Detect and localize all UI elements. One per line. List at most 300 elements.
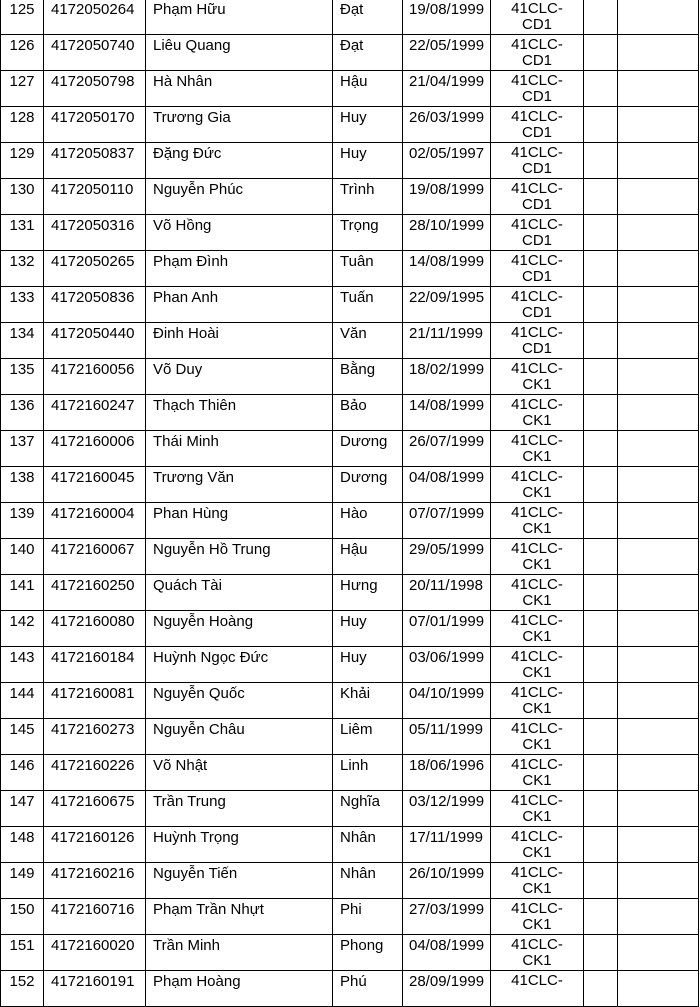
empty-cell-2 <box>618 179 699 215</box>
student-id-cell: 4172050316 <box>44 215 146 251</box>
class-code-line-2: CK1 <box>522 952 552 969</box>
row-number-cell: 150 <box>1 899 44 935</box>
empty-cell-1 <box>584 71 618 107</box>
empty-cell-2 <box>618 971 699 1007</box>
class-cell <box>491 719 584 755</box>
class-code-line-1: 41CLC- <box>511 360 563 377</box>
student-id-cell: 4172160247 <box>44 395 146 431</box>
empty-cell-1 <box>584 827 618 863</box>
given-name-cell: Nhân <box>333 863 403 899</box>
given-name-cell: Nhân <box>333 827 403 863</box>
class-code-line-1: 41CLC- <box>511 216 563 233</box>
given-name-cell: Linh <box>333 755 403 791</box>
given-name-cell: Trọng <box>333 215 403 251</box>
birth-date-cell: 04/08/1999 <box>403 467 491 503</box>
class-cell <box>491 107 584 143</box>
class-code-line-1: 41CLC- <box>511 828 563 845</box>
student-id-cell: 4172160716 <box>44 899 146 935</box>
class-code-line-1: 41CLC- <box>511 0 563 17</box>
given-name-cell: Dương <box>333 467 403 503</box>
class-cell <box>491 971 584 1007</box>
empty-cell-2 <box>618 683 699 719</box>
class-cell <box>491 395 584 431</box>
empty-cell-2 <box>618 323 699 359</box>
table-row <box>1 611 699 647</box>
surname-cell: Đinh Hoài <box>146 323 333 359</box>
table-row <box>1 143 699 179</box>
row-number-cell: 126 <box>1 35 44 71</box>
given-name-cell: Tuân <box>333 251 403 287</box>
class-code-line-1: 41CLC- <box>511 108 563 125</box>
empty-cell-1 <box>584 215 618 251</box>
birth-date-cell: 26/07/1999 <box>403 431 491 467</box>
empty-cell-1 <box>584 251 618 287</box>
given-name-cell: Đạt <box>333 35 403 71</box>
class-cell <box>491 323 584 359</box>
empty-cell-1 <box>584 575 618 611</box>
class-cell <box>491 251 584 287</box>
student-id-cell: 4172050798 <box>44 71 146 107</box>
table-row <box>1 827 699 863</box>
empty-cell-2 <box>618 431 699 467</box>
row-number-cell: 149 <box>1 863 44 899</box>
empty-cell-2 <box>618 611 699 647</box>
student-id-cell: 4172050170 <box>44 107 146 143</box>
empty-cell-1 <box>584 683 618 719</box>
birth-date-cell: 22/05/1999 <box>403 35 491 71</box>
student-id-cell: 4172160020 <box>44 935 146 971</box>
student-id-cell: 4172050264 <box>44 0 146 35</box>
empty-cell-1 <box>584 647 618 683</box>
birth-date-cell: 17/11/1999 <box>403 827 491 863</box>
birth-date-cell: 14/08/1999 <box>403 251 491 287</box>
birth-date-cell: 28/10/1999 <box>403 215 491 251</box>
empty-cell-2 <box>618 935 699 971</box>
student-id-cell: 4172160006 <box>44 431 146 467</box>
class-code-line-1: 41CLC- <box>511 288 563 305</box>
row-number-cell: 129 <box>1 143 44 179</box>
class-code-line-1: 41CLC- <box>511 504 563 521</box>
empty-cell-1 <box>584 755 618 791</box>
table-row <box>1 503 699 539</box>
birth-date-cell: 03/06/1999 <box>403 647 491 683</box>
birth-date-cell: 07/07/1999 <box>403 503 491 539</box>
class-code-line-2: CD1 <box>521 160 552 177</box>
birth-date-cell: 04/08/1999 <box>403 935 491 971</box>
class-code-line-2: CK1 <box>522 412 552 429</box>
student-id-cell: 4172160273 <box>44 719 146 755</box>
table-row <box>1 287 699 323</box>
empty-cell-1 <box>584 791 618 827</box>
table-row <box>1 215 699 251</box>
empty-cell-1 <box>584 395 618 431</box>
class-code-line-2: CK1 <box>522 916 552 933</box>
empty-cell-2 <box>618 287 699 323</box>
birth-date-cell: 26/10/1999 <box>403 863 491 899</box>
class-code-line-1: 41CLC- <box>511 324 563 341</box>
row-number-cell: 142 <box>1 611 44 647</box>
surname-cell: Huỳnh Trọng <box>146 827 333 863</box>
surname-cell: Nguyễn Hồ Trung <box>146 539 333 575</box>
class-cell <box>491 827 584 863</box>
student-id-cell: 4172160216 <box>44 863 146 899</box>
class-code-line-2: CK1 <box>522 736 552 753</box>
empty-cell-1 <box>584 35 618 71</box>
empty-cell-1 <box>584 719 618 755</box>
empty-cell-2 <box>618 395 699 431</box>
empty-cell-2 <box>618 71 699 107</box>
empty-cell-2 <box>618 863 699 899</box>
surname-cell: Liêu Quang <box>146 35 333 71</box>
surname-cell: Trần Trung <box>146 791 333 827</box>
empty-cell-1 <box>584 359 618 395</box>
birth-date-cell: 02/05/1997 <box>403 143 491 179</box>
row-number-cell: 132 <box>1 251 44 287</box>
table-row <box>1 107 699 143</box>
empty-cell-2 <box>618 719 699 755</box>
given-name-cell: Hậu <box>333 539 403 575</box>
given-name-cell: Hậu <box>333 71 403 107</box>
table-row <box>1 395 699 431</box>
class-cell <box>491 0 584 35</box>
empty-cell-2 <box>618 827 699 863</box>
empty-cell-1 <box>584 467 618 503</box>
surname-cell: Nguyễn Phúc <box>146 179 333 215</box>
class-code-line-1: 41CLC- <box>511 648 563 665</box>
student-id-cell: 4172160184 <box>44 647 146 683</box>
birth-date-cell: 28/09/1999 <box>403 971 491 1007</box>
table-row <box>1 467 699 503</box>
birth-date-cell: 21/04/1999 <box>403 71 491 107</box>
student-id-cell: 4172160080 <box>44 611 146 647</box>
student-id-cell: 4172160056 <box>44 359 146 395</box>
given-name-cell: Phú <box>333 971 403 1007</box>
given-name-cell: Phi <box>333 899 403 935</box>
surname-cell: Phạm Hữu <box>146 0 333 35</box>
table-row <box>1 35 699 71</box>
student-id-cell: 4172050110 <box>44 179 146 215</box>
class-code-line-1: 41CLC- <box>511 900 563 917</box>
table-row <box>1 899 699 935</box>
surname-cell: Phan Hùng <box>146 503 333 539</box>
table-row <box>1 323 699 359</box>
row-number-cell: 134 <box>1 323 44 359</box>
class-cell <box>491 935 584 971</box>
surname-cell: Nguyễn Tiến <box>146 863 333 899</box>
empty-cell-1 <box>584 107 618 143</box>
class-cell <box>491 791 584 827</box>
surname-cell: Phan Anh <box>146 287 333 323</box>
class-code-line-2: CK1 <box>522 556 552 573</box>
class-code-line-2: CK1 <box>522 592 552 609</box>
table-row <box>1 431 699 467</box>
birth-date-cell: 07/01/1999 <box>403 611 491 647</box>
student-id-cell: 4172050265 <box>44 251 146 287</box>
table-row <box>1 935 699 971</box>
surname-cell: Phạm Hoàng <box>146 971 333 1007</box>
row-number-cell: 138 <box>1 467 44 503</box>
row-number-cell: 135 <box>1 359 44 395</box>
class-code-line-1: 41CLC- <box>511 36 563 53</box>
class-code-line-2: CD1 <box>521 16 552 33</box>
given-name-cell: Huy <box>333 611 403 647</box>
surname-cell: Phạm Đình <box>146 251 333 287</box>
class-code-line-2: CK1 <box>522 808 552 825</box>
class-code-line-1: 41CLC- <box>511 432 563 449</box>
empty-cell-2 <box>618 539 699 575</box>
table-row <box>1 251 699 287</box>
student-id-cell: 4172160067 <box>44 539 146 575</box>
empty-cell-2 <box>618 755 699 791</box>
class-code-line-1: 41CLC- <box>511 396 563 413</box>
class-cell <box>491 647 584 683</box>
class-cell <box>491 35 584 71</box>
given-name-cell: Huy <box>333 647 403 683</box>
empty-cell-1 <box>584 0 618 35</box>
class-code-line-2: CD1 <box>521 124 552 141</box>
class-code-line-1: 41CLC- <box>511 972 563 989</box>
class-code-line-2: CK1 <box>522 664 552 681</box>
row-number-cell: 140 <box>1 539 44 575</box>
empty-cell-1 <box>584 899 618 935</box>
table-row <box>1 539 699 575</box>
empty-cell-1 <box>584 539 618 575</box>
table-row <box>1 575 699 611</box>
row-number-cell: 136 <box>1 395 44 431</box>
row-number-cell: 146 <box>1 755 44 791</box>
empty-cell-1 <box>584 611 618 647</box>
birth-date-cell: 19/08/1999 <box>403 0 491 35</box>
given-name-cell: Văn <box>333 323 403 359</box>
row-number-cell: 130 <box>1 179 44 215</box>
table-row <box>1 971 699 1007</box>
class-code-line-1: 41CLC- <box>511 936 563 953</box>
class-code-line-2: CD1 <box>521 340 552 357</box>
birth-date-cell: 03/12/1999 <box>403 791 491 827</box>
table-row <box>1 683 699 719</box>
class-cell <box>491 683 584 719</box>
student-id-cell: 4172050440 <box>44 323 146 359</box>
surname-cell: Hà Nhân <box>146 71 333 107</box>
table-row <box>1 71 699 107</box>
empty-cell-1 <box>584 503 618 539</box>
class-code-line-2: CK1 <box>522 376 552 393</box>
given-name-cell: Trình <box>333 179 403 215</box>
surname-cell: Thái Minh <box>146 431 333 467</box>
class-code-line-2: CD1 <box>521 196 552 213</box>
table-row <box>1 719 699 755</box>
student-id-cell: 4172160226 <box>44 755 146 791</box>
table-row <box>1 647 699 683</box>
empty-cell-2 <box>618 647 699 683</box>
row-number-cell: 131 <box>1 215 44 251</box>
class-code-line-1: 41CLC- <box>511 720 563 737</box>
class-code-line-2: CD1 <box>521 232 552 249</box>
class-code-line-2: CD1 <box>521 88 552 105</box>
class-cell <box>491 575 584 611</box>
student-id-cell: 4172160081 <box>44 683 146 719</box>
row-number-cell: 148 <box>1 827 44 863</box>
birth-date-cell: 20/11/1998 <box>403 575 491 611</box>
row-number-cell: 133 <box>1 287 44 323</box>
row-number-cell: 144 <box>1 683 44 719</box>
student-id-cell: 4172050837 <box>44 143 146 179</box>
row-number-cell: 137 <box>1 431 44 467</box>
birth-date-cell: 26/03/1999 <box>403 107 491 143</box>
birth-date-cell: 22/09/1995 <box>403 287 491 323</box>
table-row <box>1 179 699 215</box>
given-name-cell: Dương <box>333 431 403 467</box>
class-code-line-2: CD1 <box>521 268 552 285</box>
class-cell <box>491 503 584 539</box>
empty-cell-1 <box>584 971 618 1007</box>
empty-cell-1 <box>584 863 618 899</box>
student-id-cell: 4172160675 <box>44 791 146 827</box>
surname-cell: Đặng Đức <box>146 143 333 179</box>
row-number-cell: 151 <box>1 935 44 971</box>
surname-cell: Huỳnh Ngọc Đức <box>146 647 333 683</box>
given-name-cell: Khải <box>333 683 403 719</box>
empty-cell-2 <box>618 467 699 503</box>
given-name-cell: Nghĩa <box>333 791 403 827</box>
birth-date-cell: 21/11/1999 <box>403 323 491 359</box>
student-id-cell: 4172050836 <box>44 287 146 323</box>
birth-date-cell: 05/11/1999 <box>403 719 491 755</box>
table-row <box>1 863 699 899</box>
class-code-line-1: 41CLC- <box>511 792 563 809</box>
class-cell <box>491 863 584 899</box>
class-cell <box>491 539 584 575</box>
given-name-cell: Hào <box>333 503 403 539</box>
class-code-line-2: CK1 <box>522 880 552 897</box>
birth-date-cell: 29/05/1999 <box>403 539 491 575</box>
table-row <box>1 359 699 395</box>
given-name-cell: Đạt <box>333 0 403 35</box>
class-code-line-1: 41CLC- <box>511 612 563 629</box>
class-cell <box>491 71 584 107</box>
class-code-line-2: CD1 <box>521 52 552 69</box>
surname-cell: Trần Minh <box>146 935 333 971</box>
class-cell <box>491 899 584 935</box>
student-id-cell: 4172160004 <box>44 503 146 539</box>
class-cell <box>491 431 584 467</box>
class-cell <box>491 215 584 251</box>
birth-date-cell: 18/02/1999 <box>403 359 491 395</box>
class-code-line-2: CK1 <box>522 484 552 501</box>
table-body <box>1 0 699 1007</box>
table-row <box>1 0 699 35</box>
class-cell <box>491 467 584 503</box>
row-number-cell: 125 <box>1 0 44 35</box>
class-code-line-1: 41CLC- <box>511 72 563 89</box>
empty-cell-2 <box>618 359 699 395</box>
surname-cell: Võ Nhật <box>146 755 333 791</box>
given-name-cell: Tuấn <box>333 287 403 323</box>
empty-cell-2 <box>618 791 699 827</box>
given-name-cell: Bảo <box>333 395 403 431</box>
empty-cell-2 <box>618 215 699 251</box>
empty-cell-2 <box>618 251 699 287</box>
given-name-cell: Huy <box>333 143 403 179</box>
class-cell <box>491 755 584 791</box>
class-code-line-1: 41CLC- <box>511 252 563 269</box>
given-name-cell: Hưng <box>333 575 403 611</box>
surname-cell: Quách Tài <box>146 575 333 611</box>
empty-cell-2 <box>618 503 699 539</box>
given-name-cell: Huy <box>333 107 403 143</box>
row-number-cell: 128 <box>1 107 44 143</box>
empty-cell-2 <box>618 107 699 143</box>
row-number-cell: 139 <box>1 503 44 539</box>
birth-date-cell: 18/06/1996 <box>403 755 491 791</box>
table-row <box>1 791 699 827</box>
surname-cell: Trương Văn <box>146 467 333 503</box>
given-name-cell: Liêm <box>333 719 403 755</box>
birth-date-cell: 27/03/1999 <box>403 899 491 935</box>
class-code-line-1: 41CLC- <box>511 756 563 773</box>
student-id-cell: 4172160126 <box>44 827 146 863</box>
class-code-line-2: CK1 <box>522 448 552 465</box>
birth-date-cell: 14/08/1999 <box>403 395 491 431</box>
empty-cell-2 <box>618 899 699 935</box>
surname-cell: Võ Hồng <box>146 215 333 251</box>
class-code-line-1: 41CLC- <box>511 540 563 557</box>
given-name-cell: Phong <box>333 935 403 971</box>
class-cell <box>491 359 584 395</box>
student-id-cell: 4172160045 <box>44 467 146 503</box>
class-code-line-2: CK1 <box>522 700 552 717</box>
empty-cell-1 <box>584 143 618 179</box>
row-number-cell: 143 <box>1 647 44 683</box>
empty-cell-2 <box>618 143 699 179</box>
class-cell <box>491 611 584 647</box>
class-code-line-2: CD1 <box>521 304 552 321</box>
student-id-cell: 4172160250 <box>44 575 146 611</box>
row-number-cell: 141 <box>1 575 44 611</box>
row-number-cell: 145 <box>1 719 44 755</box>
empty-cell-2 <box>618 0 699 35</box>
empty-cell-1 <box>584 323 618 359</box>
row-number-cell: 152 <box>1 971 44 1007</box>
surname-cell: Nguyễn Quốc <box>146 683 333 719</box>
student-id-cell: 4172050740 <box>44 35 146 71</box>
empty-cell-1 <box>584 179 618 215</box>
given-name-cell: Bằng <box>333 359 403 395</box>
row-number-cell: 127 <box>1 71 44 107</box>
empty-cell-2 <box>618 35 699 71</box>
birth-date-cell: 19/08/1999 <box>403 179 491 215</box>
surname-cell: Trương Gia <box>146 107 333 143</box>
class-cell <box>491 179 584 215</box>
class-code-line-1: 41CLC- <box>511 180 563 197</box>
class-code-line-1: 41CLC- <box>511 576 563 593</box>
class-code-line-2: CK1 <box>522 772 552 789</box>
empty-cell-1 <box>584 935 618 971</box>
table-row <box>1 755 699 791</box>
class-code-line-2: CK1 <box>522 844 552 861</box>
student-id-cell: 4172160191 <box>44 971 146 1007</box>
surname-cell: Nguyễn Hoàng <box>146 611 333 647</box>
class-cell <box>491 143 584 179</box>
class-code-line-1: 41CLC- <box>511 468 563 485</box>
surname-cell: Nguyễn Châu <box>146 719 333 755</box>
class-code-line-2: CK1 <box>522 628 552 645</box>
class-code-line-2: CK1 <box>522 520 552 537</box>
empty-cell-2 <box>618 575 699 611</box>
empty-cell-1 <box>584 431 618 467</box>
empty-cell-1 <box>584 287 618 323</box>
class-code-line-1: 41CLC- <box>511 684 563 701</box>
